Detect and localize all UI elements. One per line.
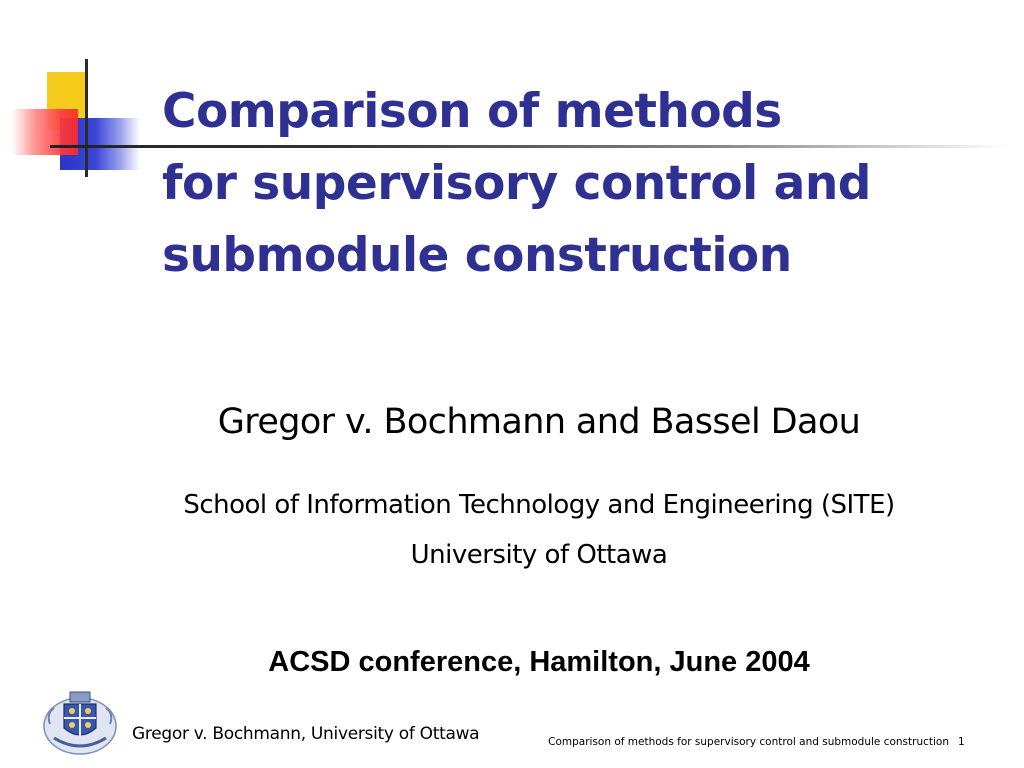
corner-decoration xyxy=(0,55,150,185)
title-line-3: submodule construction xyxy=(162,228,792,283)
footer-author: Gregor v. Bochmann, University of Ottawa xyxy=(132,724,480,744)
slide-title xyxy=(162,76,1012,292)
red-square xyxy=(12,109,78,155)
affiliation-school: School of Information Technology and Engineering (SITE) xyxy=(183,490,895,520)
university-crest-icon xyxy=(40,688,120,756)
title-line-2: for supervisory control and xyxy=(162,156,871,211)
vertical-rule xyxy=(85,59,88,177)
footer-title: Comparison of methods for supervisory control and submodule construction xyxy=(548,736,949,748)
affiliation-university: University of Ottawa xyxy=(410,540,668,570)
authors: Gregor v. Bochmann and Bassel Daou xyxy=(217,402,861,442)
title-line-1: Comparison of methods xyxy=(162,84,782,139)
conference: ACSD conference, Hamilton, June 2004 xyxy=(268,646,810,678)
page-number: 1 xyxy=(958,736,965,748)
